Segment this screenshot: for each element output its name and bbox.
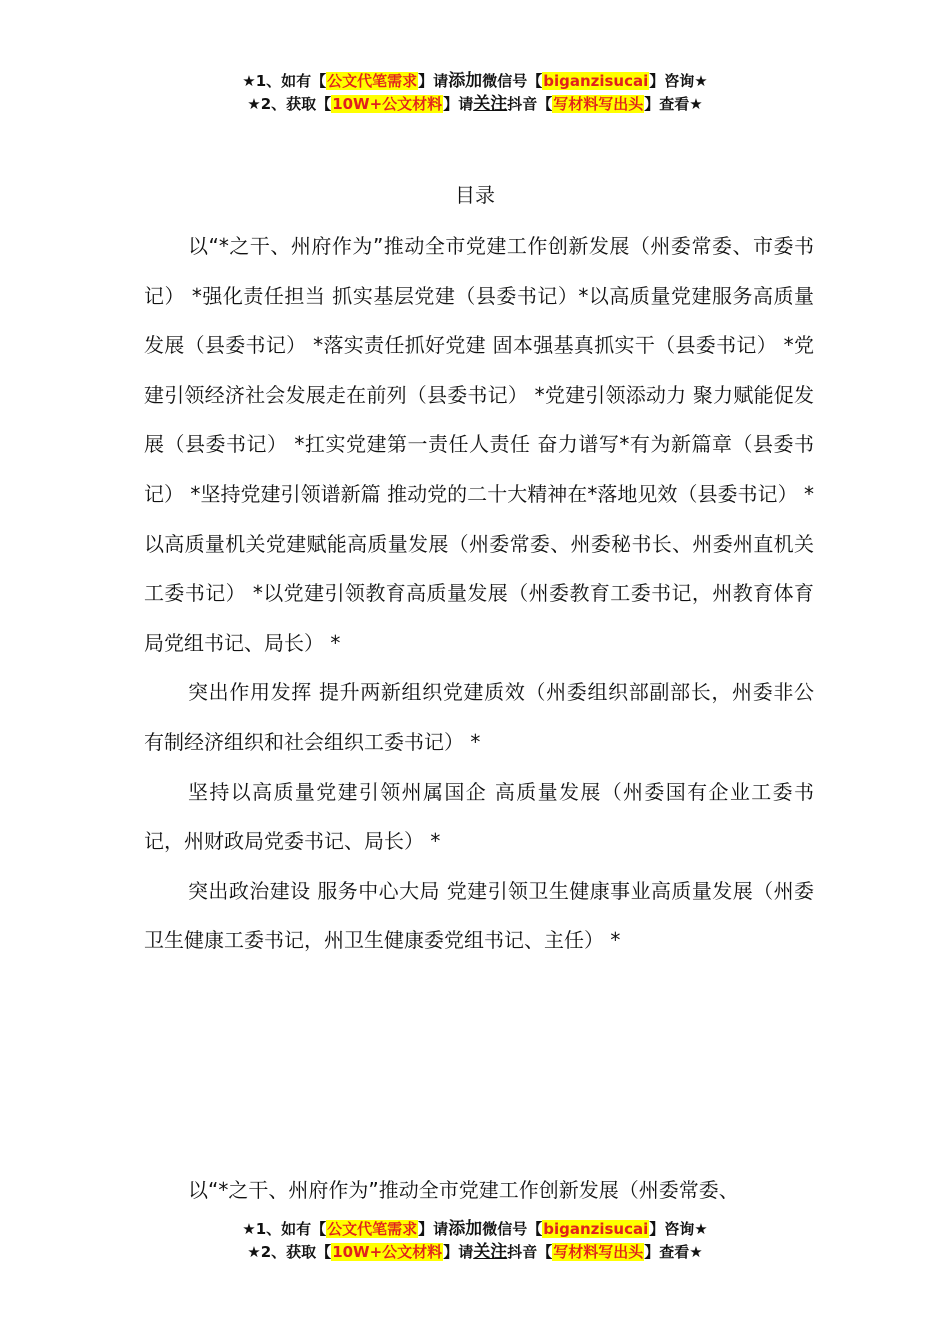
toc-paragraph: 坚持以高质量党建引领州属国企 高质量发展（州委国有企业工委书记，州财政局党委书记、局长） * [144,779,814,854]
toc-paragraph: 以“*之干、州府作为”推动全市党建工作创新发展（州委常委、市委书记） *强化责任担当 抓实基层党建（县委书记）*以高质量党建服务高质量发展（县委书记） *落实责任抓好党建 固本强基真抓实干（县委书记） *党建引领经济社会发展走在前列（县委书记） *党建引领添动力 聚力赋能促发展（县委书记） *扛实党建第一责任人责任 奋力谱写*有为新篇章（县委书记） *坚持党建引领谱新篇 推动党的二十大精神在*落地见效（县委书记） *以高质量机关党建赋能高质量发展（州委常委、州委秘书长、州委州直机关工委书记） *以党建引领教育高质量发展（州委教育工委书记，州教育体育局党组书记、局长） * [144,234,814,655]
body-text [144,1166,814,1216]
banner-line-2: ★2、获取【10W+公文材料】请关注抖音【写材料写出头】查看★ [247,94,703,114]
banner-highlight: 公文代笔需求 [327,72,418,90]
wechat-id: biganzisucai [543,1220,649,1238]
banner-line-1: ★1、如有【公文代笔需求】请添加微信号【biganzisucai】咨询★ [242,71,708,91]
toc-paragraph: 突出作用发挥 提升两新组织党建质效（州委组织部副部长，州委非公有制经济组织和社会组织工委书记） * [144,680,814,754]
body-paragraph-start: 以“*之干、州府作为”推动全市党建工作创新发展（州委常委、 [188,1178,739,1202]
douyin-account: 写材料写出头 [553,1243,644,1261]
footer-banner [0,1218,950,1264]
banner-highlight: 10W+公文材料 [332,95,443,113]
header-banner [0,70,950,116]
banner-highlight: 公文代笔需求 [327,1220,418,1238]
toc-title: 目录 [455,183,495,207]
douyin-account: 写材料写出头 [553,95,644,113]
toc-paragraph: 突出政治建设 服务中心大局 党建引领卫生健康事业高质量发展（州委卫生健康工委书记，州卫生健康委党组书记、主任） * [144,878,814,953]
wechat-id: biganzisucai [543,72,649,90]
banner-line-2: ★2、获取【10W+公文材料】请关注抖音【写材料写出头】查看★ [247,1242,703,1262]
banner-line-1: ★1、如有【公文代笔需求】请添加微信号【biganzisucai】咨询★ [242,1219,708,1239]
toc-body [144,222,814,966]
banner-highlight: 10W+公文材料 [332,1243,443,1261]
